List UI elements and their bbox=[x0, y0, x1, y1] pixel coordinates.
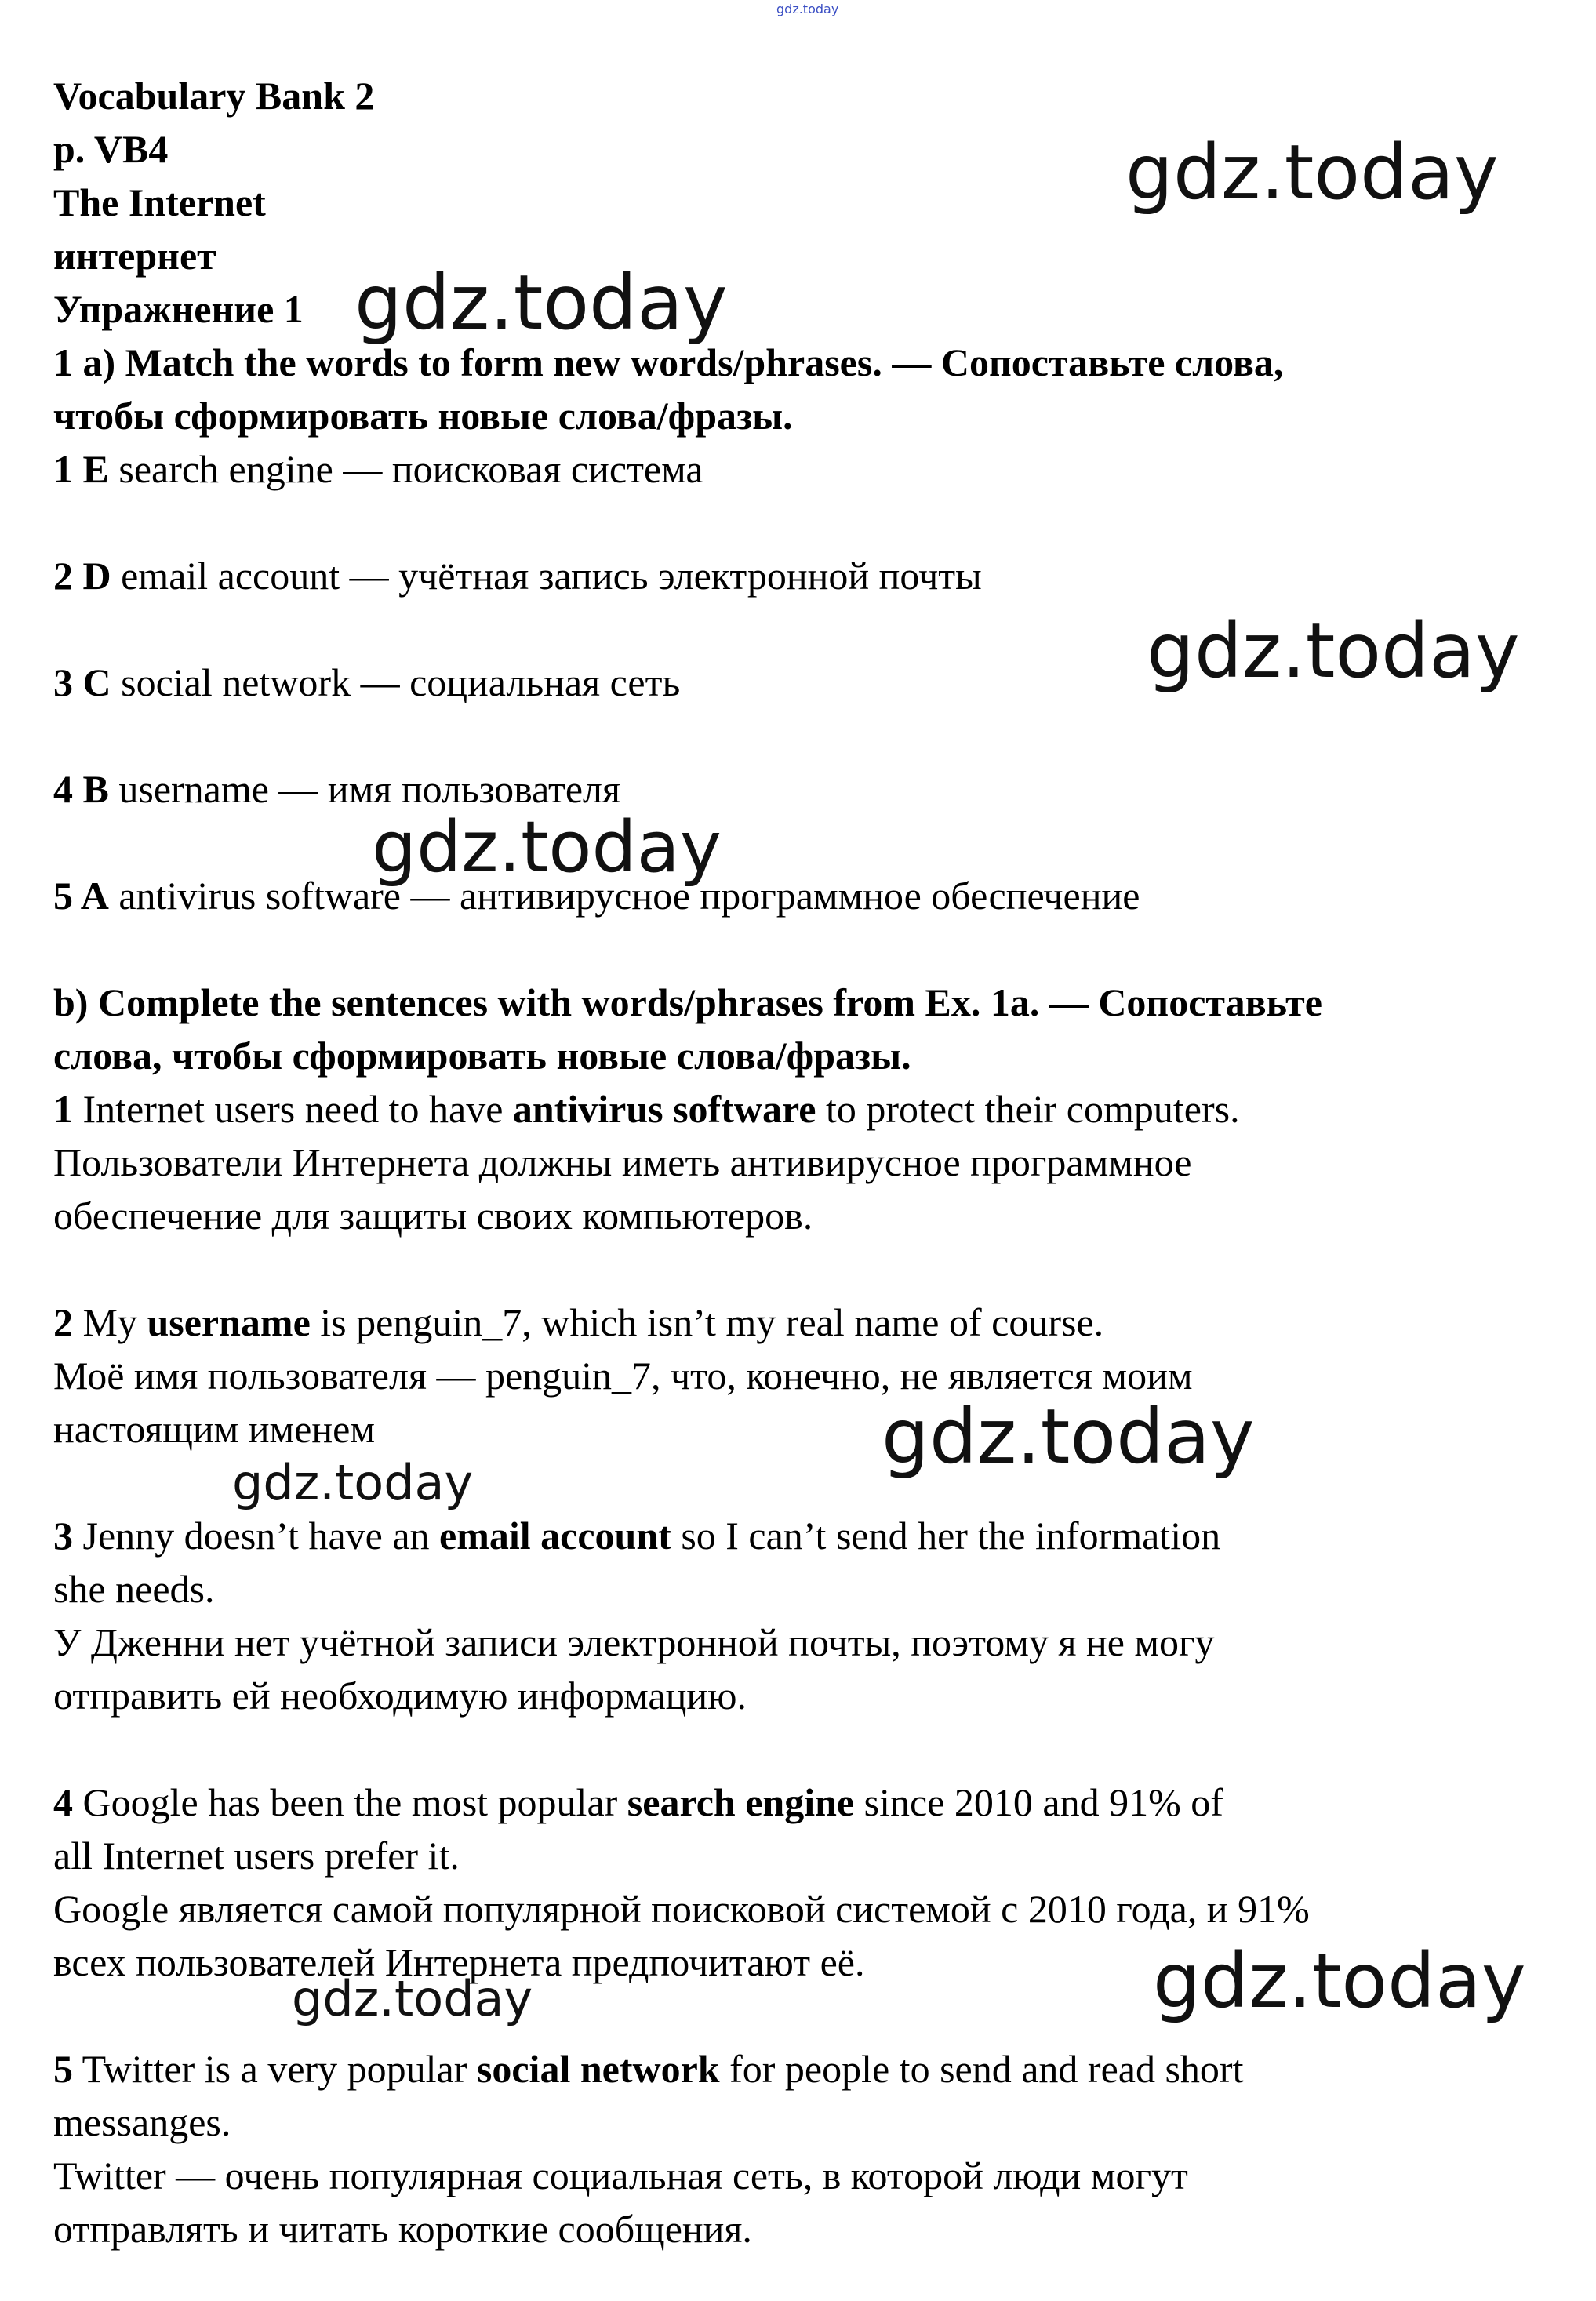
sentence-2-en bbox=[53, 1299, 1103, 1346]
sentence-1-ru-line2: обеспечение для защиты своих компьютеров. bbox=[53, 1194, 813, 1238]
sentence-2-ru-line1: Моё имя пользователя — penguin_7, что, конечно, не является моим bbox=[53, 1354, 1193, 1398]
exercise-heading: Упражнение 1 bbox=[53, 287, 304, 331]
topic-title: The Internet bbox=[53, 180, 266, 224]
sentence-text: for people to send and read short bbox=[719, 2047, 1244, 2091]
match-item bbox=[53, 552, 982, 599]
sentence-3-ru-line1: У Дженни нет учётной записи электронной почты, поэтому я не могу bbox=[53, 1620, 1215, 1664]
sentence-text: is penguin_7, which isn’t my real name of course. bbox=[310, 1300, 1104, 1344]
sentence-number: 3 bbox=[53, 1514, 73, 1558]
match-key: 2 D bbox=[53, 554, 111, 598]
match-key: 3 C bbox=[53, 660, 111, 704]
sentence-2-ru-line2: настоящим именем bbox=[53, 1407, 375, 1451]
sentence-4-en-line2: all Internet users prefer it. bbox=[53, 1834, 460, 1878]
sentence-number: 4 bbox=[53, 1780, 73, 1824]
match-key: 4 B bbox=[53, 767, 109, 811]
sentence-number: 2 bbox=[53, 1300, 73, 1344]
watermark: gdz.today bbox=[232, 1454, 474, 1511]
sentence-text: My bbox=[73, 1300, 147, 1344]
sentence-text: since 2010 and 91% of bbox=[854, 1780, 1223, 1824]
part-a-instruction-line2: чтобы сформировать новые слова/фразы. bbox=[53, 394, 793, 438]
sentence-text: Internet users need to have bbox=[73, 1087, 513, 1131]
sentence-1-ru-line1: Пользователи Интернета должны иметь антивирусное программное bbox=[53, 1140, 1192, 1184]
sentence-1-en bbox=[53, 1085, 1240, 1132]
sentence-4-en bbox=[53, 1779, 1223, 1826]
watermark: gdz.today bbox=[882, 1393, 1255, 1481]
sentence-3-en bbox=[53, 1512, 1220, 1559]
answer-phrase: username bbox=[147, 1300, 311, 1344]
sentence-text: Twitter is a very popular bbox=[73, 2047, 477, 2091]
match-text: antivirus software — антивирусное программное обеспечение bbox=[108, 874, 1140, 918]
sentence-3-en-line2: she needs. bbox=[53, 1567, 215, 1611]
sentence-text: so I can’t send her the information bbox=[671, 1514, 1221, 1558]
book-title: Vocabulary Bank 2 bbox=[53, 74, 375, 118]
sentence-5-en-line2: messanges. bbox=[53, 2100, 231, 2144]
answer-phrase: search engine bbox=[627, 1780, 855, 1824]
answer-phrase: antivirus software bbox=[512, 1087, 816, 1131]
match-text: email account — учётная запись электронной почты bbox=[111, 554, 982, 598]
sentence-number: 5 bbox=[53, 2047, 73, 2091]
part-a-instruction-line1: 1 a) Match the words to form new words/phrases. — Сопоставьте слова, bbox=[53, 340, 1284, 384]
sentence-5-en bbox=[53, 2045, 1243, 2092]
match-item bbox=[53, 765, 620, 812]
sentence-4-ru-line1: Google является самой популярной поисковой системой с 2010 года, и 91% bbox=[53, 1887, 1310, 1931]
sentence-text: Google has been the most popular bbox=[73, 1780, 627, 1824]
sentence-number: 1 bbox=[53, 1087, 73, 1131]
answer-phrase: email account bbox=[439, 1514, 671, 1558]
sentence-5-ru-line2: отправлять и читать короткие сообщения. bbox=[53, 2207, 752, 2251]
page-reference: p. VB4 bbox=[53, 127, 169, 171]
sentence-text: to protect their computers. bbox=[816, 1087, 1240, 1131]
match-key: 5 A bbox=[53, 874, 109, 918]
watermark: gdz.today bbox=[354, 259, 728, 347]
topic-title-ru: интернет bbox=[53, 234, 216, 278]
watermark: gdz.today bbox=[372, 806, 722, 889]
match-text: social network — социальная сеть bbox=[111, 660, 681, 704]
header-watermark: gdz.today bbox=[776, 2, 839, 16]
answer-phrase: social network bbox=[476, 2047, 720, 2091]
watermark: gdz.today bbox=[1153, 1937, 1526, 2025]
match-text: username — имя пользователя bbox=[108, 767, 620, 811]
match-item bbox=[53, 659, 680, 706]
sentence-4-ru-line2: всех пользователей Интернета предпочитают её. bbox=[53, 1940, 865, 1984]
watermark: gdz.today bbox=[1125, 129, 1499, 216]
part-b-instruction-line1: b) Complete the sentences with words/phrases from Ex. 1a. — Сопоставьте bbox=[53, 980, 1322, 1024]
match-item bbox=[53, 445, 703, 493]
sentence-3-ru-line2: отправить ей необходимую информацию. bbox=[53, 1674, 747, 1718]
watermark: gdz.today bbox=[292, 1970, 533, 2027]
sentence-5-ru-line1: Twitter — очень популярная социальная сеть, в которой люди могут bbox=[53, 2154, 1188, 2197]
sentence-text: Jenny doesn’t have an bbox=[73, 1514, 440, 1558]
match-key: 1 E bbox=[53, 447, 109, 491]
watermark: gdz.today bbox=[1147, 607, 1520, 695]
part-b-instruction-line2: слова, чтобы сформировать новые слова/фразы. bbox=[53, 1034, 911, 1078]
match-text: search engine — поисковая система bbox=[108, 447, 703, 491]
